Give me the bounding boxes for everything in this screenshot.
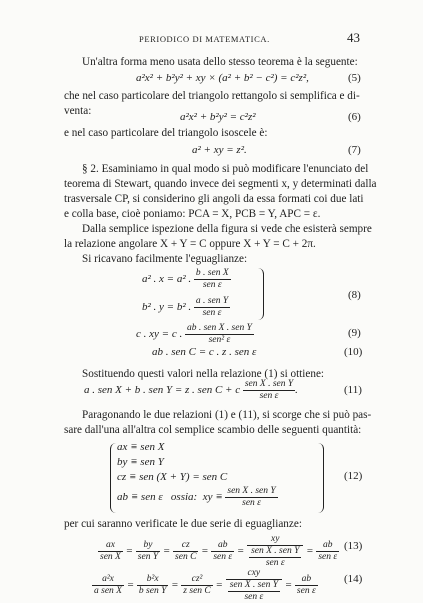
equation-5: a²x² + b²y² + xy × (a² + b² − c²) = c²z²,	[136, 72, 309, 84]
fraction-numerator: b²x	[137, 574, 168, 586]
left-brace	[110, 443, 116, 513]
right-brace	[258, 268, 264, 320]
equation-number-12: (12)	[344, 470, 363, 482]
fraction-numerator: ab . sen X . sen Y	[186, 323, 252, 333]
running-title: PERIODICO DI MATEMATICA.	[139, 34, 270, 44]
fraction-denominator: sen² ε	[208, 335, 231, 345]
fraction-numerator: b . sen X	[195, 268, 229, 278]
compound-fraction	[247, 534, 303, 569]
equation-number-5: (5)	[348, 72, 361, 84]
fraction-denominator: sen ε	[296, 586, 316, 596]
fraction-denominator: sen C	[175, 552, 197, 562]
paragraph-intro: Un'altra forma meno usata dello stesso teorema è la seguente:	[82, 56, 358, 68]
paragraph-inspection-line1: Dalla semplice ispezione della figura si vede che esisterà sempre	[82, 223, 372, 235]
equation-14: $\frac{\text{a²x}}{\text{a sen X}}$ = $\frac{\text{b²x}}{\text{b sen Y}}$ = $\frac{\text{cz²}}{\text{z sen C}}$ = $\frac{\text{cxy}}{\frac{\text{sen X . sen Y}}{\text{sen ε}}}$ = $\frac{ab}{\text{sen ε}}$	[94, 568, 316, 602]
equation-11	[84, 379, 298, 402]
fraction-denominator	[247, 546, 303, 569]
paragraph-right-triangle-line2: venta:	[64, 105, 92, 117]
equation-8-line2-lhs: b² . y = b² .	[142, 301, 192, 314]
paragraph-comparison-line2: sare dall'una all'altra col semplice scambio delle seguenti quantità:	[64, 424, 362, 436]
fraction	[136, 540, 160, 563]
equation-8-line1	[142, 268, 231, 291]
paragraph-section2-line2: teorema di Stewart, quando invece dei segmenti x, y determinati dalla	[64, 178, 377, 190]
fraction-numerator: ab	[211, 540, 234, 552]
fraction-numerator: ab	[316, 540, 339, 552]
fraction-denominator: sen ε	[202, 280, 222, 290]
fraction-numerator: cz	[173, 540, 198, 552]
fraction	[173, 540, 198, 563]
fraction-numerator: ab	[295, 574, 318, 586]
fraction-numerator: xy	[247, 534, 303, 546]
paragraph-comparison-line1: Paragonando le due relazioni (1) e (11), si scorge che si può pas-	[82, 409, 372, 421]
fraction-numerator: cxy	[226, 568, 282, 580]
equation-8-line2	[142, 296, 230, 319]
fraction	[92, 574, 124, 597]
fraction-denominator: sen Y	[137, 552, 159, 562]
equation-12-row4-lhs: ab ≡ sen ε ossia: xy ≡	[117, 491, 223, 504]
paragraph-section2-line1: § 2. Esaminiamo in qual modo si può modificare l'enunciato del	[82, 163, 369, 175]
equation-number-11: (11)	[344, 384, 362, 396]
fraction-denominator: sen ε	[202, 308, 222, 318]
fraction	[225, 486, 277, 509]
equation-11-end: .	[295, 384, 298, 397]
fraction-denominator: sen X	[100, 552, 121, 562]
fraction-numerator: a . sen Y	[195, 296, 229, 306]
fraction	[194, 296, 230, 319]
equation-number-7: (7)	[348, 144, 361, 156]
fraction-denominator: sen ε	[265, 558, 285, 568]
equation-8-line1-lhs: a² . x = a² .	[142, 273, 192, 286]
equation-6: a²x² + b²y² = c²z²	[180, 111, 256, 123]
equation-number-6: (6)	[348, 111, 361, 123]
equation-7: a² + xy = z².	[192, 144, 247, 156]
fraction-denominator: z sen C	[183, 586, 211, 596]
fraction	[295, 574, 318, 597]
paragraph-substitution: Sostituendo questi valori nella relazione (1) si ottiene:	[82, 368, 325, 380]
fraction-denominator: sen ε	[244, 592, 264, 602]
fraction-numerator: a²x	[92, 574, 124, 586]
equation-12-row2: by ≡ sen Y	[117, 456, 164, 468]
fraction	[137, 574, 168, 597]
equation-13: $\frac{ax}{\text{sen X}}$ = $\frac{by}{\text{sen Y}}$ = $\frac{cz}{\text{sen C}}$ = $\frac{ab}{\text{sen ε}}$ = $\frac{xy}{\frac{\text{sen X . sen Y}}{\text{sen ε}}}$ = $\frac{ab}{\text{sen ε}}$	[100, 534, 338, 568]
fraction-numerator: by	[136, 540, 160, 552]
fraction	[194, 268, 231, 291]
fraction-denominator: sen ε	[318, 552, 338, 562]
fraction	[228, 580, 280, 603]
equation-number-14: (14)	[344, 573, 363, 585]
fraction	[211, 540, 234, 563]
fraction-denominator: sen ε	[242, 498, 261, 508]
paragraph-section2-line3: trasversale CP, si considerino gli angoli da essa formati coi due lati	[64, 193, 364, 205]
paragraph-isosceles: e nel caso particolare del triangolo isoscele è:	[64, 127, 268, 139]
equation-number-13: (13)	[344, 540, 363, 552]
fraction	[316, 540, 339, 563]
page-number: 43	[347, 30, 360, 45]
equation-12-row3: cz ≡ sen (X + Y) = sen C	[117, 471, 228, 483]
equation-12-row4	[117, 486, 278, 509]
equation-10: ab . sen C = c . z . sen ε	[152, 346, 257, 358]
fraction-numerator: sen X . sen Y	[227, 486, 276, 496]
paragraph-equalities: Si ricavano facilmente l'eguaglianze:	[82, 253, 248, 265]
fraction-numerator: sen X . sen Y	[251, 546, 300, 556]
fraction-numerator: cz²	[181, 574, 212, 586]
paragraph-series: per cui saranno verificate le due serie di eguaglianze:	[64, 518, 302, 530]
fraction-denominator: b sen Y	[138, 586, 167, 596]
fraction	[185, 323, 254, 346]
paragraph-inspection-line2: la relazione angolare X + Y = C oppure X + Y = C + 2π.	[64, 238, 316, 250]
equation-11-lhs: a . sen X + b . sen Y = z . sen C + c	[84, 384, 241, 397]
equation-number-8: (8)	[348, 289, 361, 301]
fraction	[249, 546, 301, 569]
paragraph-right-triangle-line1: che nel caso particolare del triangolo rettangolo si semplifica e di-	[64, 90, 360, 102]
fraction	[243, 379, 295, 402]
fraction-numerator: ax	[98, 540, 123, 552]
fraction-denominator	[226, 580, 282, 603]
fraction-denominator: a sen X	[94, 586, 122, 596]
fraction-numerator: sen X . sen Y	[244, 379, 294, 389]
right-brace	[318, 443, 324, 513]
equation-number-9: (9)	[348, 327, 361, 339]
equation-12-row1: ax ≡ sen X	[117, 441, 165, 453]
equation-9-lhs: c . xy = c .	[136, 328, 183, 341]
equation-number-10: (10)	[344, 346, 363, 358]
fraction	[181, 574, 212, 597]
equation-9	[136, 323, 254, 346]
fraction	[98, 540, 123, 563]
paragraph-section2-line4: e colla base, cioè poniamo: PCA = X, PCB = Y, APC = ε.	[64, 208, 321, 220]
fraction-numerator: sen X . sen Y	[229, 580, 278, 590]
compound-fraction	[226, 568, 282, 603]
fraction-denominator: sen ε	[213, 552, 233, 562]
fraction-denominator: sen ε	[259, 391, 279, 401]
